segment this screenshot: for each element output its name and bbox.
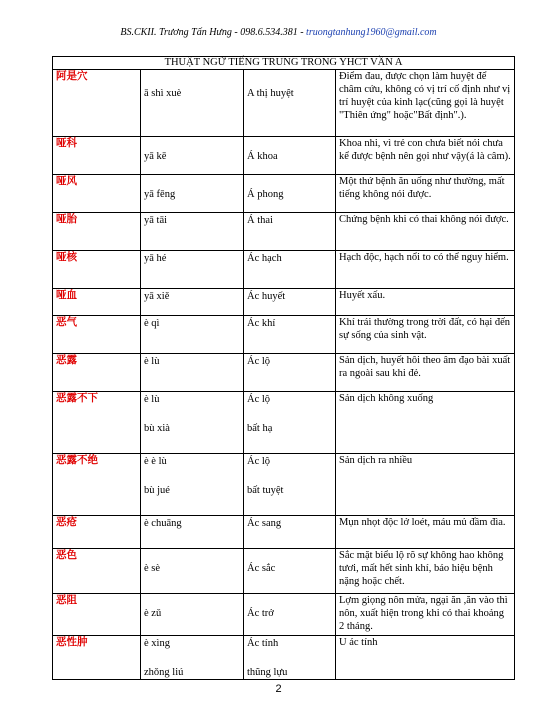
- pinyin-cell: [141, 594, 244, 636]
- sino-vietnamese-cell: [244, 251, 336, 289]
- chinese-term: 哑科: [53, 137, 141, 175]
- sino-vietnamese-text: Ác lộ: [247, 456, 271, 467]
- pinyin-cell: [141, 137, 244, 175]
- sino-vietnamese-cell: [244, 354, 336, 392]
- sino-vietnamese-text: Ác tính: [247, 638, 279, 649]
- sino-vietnamese-cell: [244, 549, 336, 594]
- chinese-term: 恶色: [53, 549, 141, 594]
- pinyin-cell: [141, 454, 244, 516]
- sino-vietnamese-text: Ác lộ: [247, 394, 271, 405]
- pinyin-text: è chuāng: [144, 518, 182, 529]
- definition-cell: Sắc mặt biểu lộ rõ sự không hao không tươi, mất hết sinh khí, báo hiệu bệnh nặng hoặc chết.: [336, 549, 515, 594]
- definition-cell: Khoa nhi, vì trẻ con chưa biết nói chưa kể được bệnh nên gọi như vậy(á là câm).: [336, 137, 515, 175]
- definition-cell: Chứng bệnh khi có thai không nói được.: [336, 213, 515, 251]
- pinyin-text: yā kē: [144, 151, 167, 162]
- sino-vietnamese-cell: [244, 454, 336, 516]
- chinese-term: 哑胎: [53, 213, 141, 251]
- pinyin-text: yā hé: [144, 253, 167, 264]
- sino-vietnamese-text: Á phong: [247, 189, 284, 200]
- sino-vietnamese-text: Ác hạch: [247, 253, 282, 264]
- pinyin-cell: [141, 549, 244, 594]
- definition-cell: Sản dịch ra nhiều: [336, 454, 515, 516]
- table-row: [53, 137, 515, 175]
- sino-vietnamese-text: Á khoa: [247, 151, 278, 162]
- sino-vietnamese-text: Ác sắc: [247, 563, 276, 574]
- chinese-term: 阿是穴: [53, 70, 141, 137]
- table-row: [53, 454, 515, 516]
- table-row: [53, 516, 515, 549]
- sino-vietnamese-cell: [244, 137, 336, 175]
- sino-vietnamese-cell: [244, 516, 336, 549]
- pinyin-cell: [141, 354, 244, 392]
- sino-vietnamese-text: Ác khí: [247, 318, 276, 329]
- definition-cell: Mụn nhọt độc lở loét, máu mủ đầm đìa.: [336, 516, 515, 549]
- pinyin-text: zhǒng liú: [144, 667, 184, 678]
- sino-vietnamese-text: A thị huyệt: [247, 88, 294, 99]
- glossary-table: [52, 56, 515, 680]
- definition-cell: Một thứ bệnh ăn uống như thường, mất tiếng không nói được.: [336, 175, 515, 213]
- pinyin-text: yā tāi: [144, 215, 168, 226]
- pinyin-text: è qì: [144, 318, 160, 329]
- chinese-term: 恶性肿: [53, 636, 141, 680]
- chinese-term: 恶露不绝: [53, 454, 141, 516]
- table-row: [53, 549, 515, 594]
- sino-vietnamese-cell: [244, 594, 336, 636]
- table-row: [53, 316, 515, 354]
- sino-vietnamese-text: thũng lựu: [247, 667, 288, 678]
- definition-cell: Huyết xấu.: [336, 289, 515, 316]
- definition-cell: Hạch độc, hạch nổi to có thể nguy hiểm.: [336, 251, 515, 289]
- pinyin-cell: [141, 213, 244, 251]
- pinyin-text: è sè: [144, 563, 161, 574]
- pinyin-text: è zǔ: [144, 608, 162, 619]
- pinyin-cell: [141, 251, 244, 289]
- pinyin-text: yā xiě: [144, 291, 170, 302]
- sino-vietnamese-text: Ác huyết: [247, 291, 286, 302]
- definition-cell: Lợm giọng nôn mửa, ngại ăn ,ăn vào thì nôn, xuất hiện trong khi có thai khoảng 2 tháng.: [336, 594, 515, 636]
- sino-vietnamese-text: bất tuyệt: [247, 485, 284, 496]
- table-row: [53, 70, 515, 137]
- table-title: THUẬT NGỮ TIẾNG TRUNG TRONG YHCT VẦN A: [53, 57, 515, 70]
- sino-vietnamese-cell: [244, 213, 336, 251]
- definition-cell: Khí trái thường trong trời đất, có hại đến sự sống của sinh vật.: [336, 316, 515, 354]
- table-row: [53, 594, 515, 636]
- sino-vietnamese-cell: [244, 70, 336, 137]
- definition-cell: U ác tính: [336, 636, 515, 680]
- sino-vietnamese-cell: [244, 289, 336, 316]
- page-header: [0, 27, 557, 38]
- sino-vietnamese-cell: [244, 392, 336, 454]
- pinyin-cell: [141, 636, 244, 680]
- pinyin-cell: [141, 392, 244, 454]
- pinyin-text: bù jué: [144, 485, 170, 496]
- pinyin-text: è xìng: [144, 638, 170, 649]
- pinyin-text: è è lù: [144, 456, 167, 467]
- chinese-term: 哑核: [53, 251, 141, 289]
- chinese-term: 恶气: [53, 316, 141, 354]
- pinyin-text: ā shì xuè: [144, 88, 182, 99]
- pinyin-text: è lù: [144, 394, 160, 405]
- sino-vietnamese-cell: [244, 316, 336, 354]
- table-row: [53, 251, 515, 289]
- chinese-term: 恶阻: [53, 594, 141, 636]
- chinese-term: 恶疮: [53, 516, 141, 549]
- author-email[interactable]: truongtanhung1960@gmail.com: [306, 27, 437, 38]
- definition-cell: Sản dịch không xuống: [336, 392, 515, 454]
- chinese-term: 哑风: [53, 175, 141, 213]
- pinyin-cell: [141, 516, 244, 549]
- pinyin-cell: [141, 316, 244, 354]
- pinyin-text: bù xià: [144, 423, 170, 434]
- table-row: [53, 392, 515, 454]
- pinyin-text: è lù: [144, 356, 160, 367]
- sino-vietnamese-text: Á thai: [247, 215, 273, 226]
- sino-vietnamese-text: Ác sang: [247, 518, 282, 529]
- definition-cell: Điểm đau, được chọn làm huyệt để châm cứu, không có vị trí cố định như vị trí huyệt của kinh lạc(cũng gọi là huyệt "Thiên ứng" hoặc"Bất định".).: [336, 70, 515, 137]
- chinese-term: 恶露不下: [53, 392, 141, 454]
- table-row: [53, 213, 515, 251]
- sino-vietnamese-text: Ác lộ: [247, 356, 271, 367]
- table-row: [53, 175, 515, 213]
- sino-vietnamese-cell: [244, 636, 336, 680]
- pinyin-cell: [141, 289, 244, 316]
- table-row: [53, 289, 515, 316]
- table-row: [53, 636, 515, 680]
- author-line: BS.CKII. Trương Tấn Hưng - 098.6.534.381 -: [120, 27, 307, 38]
- pinyin-cell: [141, 175, 244, 213]
- sino-vietnamese-text: Ác trở: [247, 608, 274, 619]
- sino-vietnamese-text: bất hạ: [247, 423, 273, 434]
- page-number: 2: [275, 683, 282, 695]
- pinyin-text: yā fēng: [144, 189, 176, 200]
- sino-vietnamese-cell: [244, 175, 336, 213]
- table-row: [53, 354, 515, 392]
- chinese-term: 恶露: [53, 354, 141, 392]
- pinyin-cell: [141, 70, 244, 137]
- chinese-term: 哑血: [53, 289, 141, 316]
- definition-cell: Sản dịch, huyết hôi theo âm đạo bài xuất ra ngoài sau khi đẻ.: [336, 354, 515, 392]
